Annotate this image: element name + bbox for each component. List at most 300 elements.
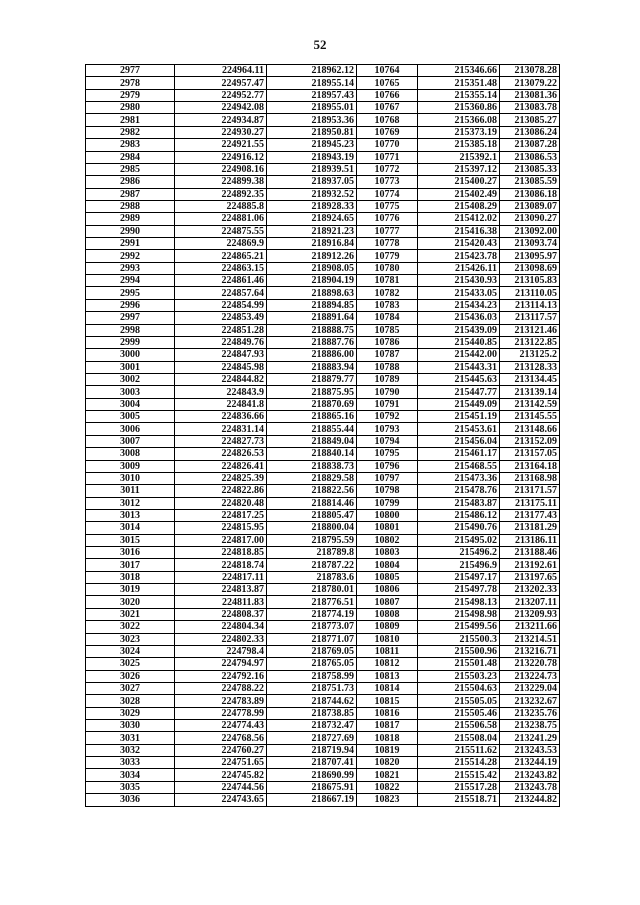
y-coordinate-right-cell: 213214.51 <box>500 633 560 645</box>
x-coordinate-right-cell: 215511.62 <box>418 744 500 756</box>
point-number-right-cell: 10787 <box>357 349 418 361</box>
point-number-left-cell: 2980 <box>86 102 175 114</box>
x-coordinate-left-cell: 224778.99 <box>175 707 267 719</box>
point-number-right-cell: 10791 <box>357 398 418 410</box>
x-coordinate-left-cell: 224863.15 <box>175 262 267 274</box>
x-coordinate-left-cell: 224847.93 <box>175 349 267 361</box>
x-coordinate-right-cell: 215436.03 <box>418 312 500 324</box>
table-row <box>86 571 560 583</box>
table-row <box>86 769 560 781</box>
point-number-right-cell: 10807 <box>357 596 418 608</box>
y-coordinate-right-cell: 213175.11 <box>500 497 560 509</box>
point-number-left-cell: 3010 <box>86 472 175 484</box>
table-row <box>86 176 560 188</box>
point-number-left-cell: 2981 <box>86 114 175 126</box>
table-row <box>86 695 560 707</box>
coordinates-table-body <box>86 65 560 807</box>
y-coordinate-left-cell: 218751.73 <box>267 682 357 694</box>
point-number-left-cell: 2978 <box>86 77 175 89</box>
point-number-right-cell: 10783 <box>357 299 418 311</box>
x-coordinate-left-cell: 224818.74 <box>175 559 267 571</box>
x-coordinate-left-cell: 224849.76 <box>175 336 267 348</box>
y-coordinate-right-cell: 213157.05 <box>500 448 560 460</box>
point-number-left-cell: 3013 <box>86 509 175 521</box>
point-number-right-cell: 10803 <box>357 547 418 559</box>
x-coordinate-left-cell: 224825.39 <box>175 472 267 484</box>
x-coordinate-right-cell: 215515.42 <box>418 769 500 781</box>
y-coordinate-right-cell: 213093.74 <box>500 238 560 250</box>
point-number-right-cell: 10769 <box>357 126 418 138</box>
point-number-left-cell: 2998 <box>86 324 175 336</box>
x-coordinate-left-cell: 224899.38 <box>175 176 267 188</box>
x-coordinate-right-cell: 215506.58 <box>418 720 500 732</box>
x-coordinate-left-cell: 224783.89 <box>175 695 267 707</box>
point-number-right-cell: 10772 <box>357 163 418 175</box>
table-row <box>86 460 560 472</box>
x-coordinate-right-cell: 215433.05 <box>418 287 500 299</box>
y-coordinate-right-cell: 213152.09 <box>500 435 560 447</box>
y-coordinate-left-cell: 218675.91 <box>267 781 357 793</box>
x-coordinate-left-cell: 224804.34 <box>175 621 267 633</box>
x-coordinate-left-cell: 224798.4 <box>175 645 267 657</box>
y-coordinate-right-cell: 213243.78 <box>500 781 560 793</box>
point-number-left-cell: 3008 <box>86 448 175 460</box>
y-coordinate-right-cell: 213139.14 <box>500 386 560 398</box>
table-row <box>86 151 560 163</box>
y-coordinate-right-cell: 213209.93 <box>500 608 560 620</box>
table-row <box>86 448 560 460</box>
x-coordinate-right-cell: 215447.77 <box>418 386 500 398</box>
x-coordinate-right-cell: 215434.23 <box>418 299 500 311</box>
point-number-left-cell: 3031 <box>86 732 175 744</box>
point-number-right-cell: 10786 <box>357 336 418 348</box>
table-row <box>86 472 560 484</box>
point-number-right-cell: 10797 <box>357 472 418 484</box>
point-number-right-cell: 10806 <box>357 584 418 596</box>
point-number-left-cell: 3022 <box>86 621 175 633</box>
y-coordinate-left-cell: 218765.05 <box>267 658 357 670</box>
y-coordinate-right-cell: 213168.98 <box>500 472 560 484</box>
y-coordinate-left-cell: 218932.52 <box>267 188 357 200</box>
y-coordinate-left-cell: 218937.05 <box>267 176 357 188</box>
y-coordinate-right-cell: 213114.13 <box>500 299 560 311</box>
y-coordinate-right-cell: 213095.97 <box>500 250 560 262</box>
y-coordinate-right-cell: 213232.67 <box>500 695 560 707</box>
table-row <box>86 361 560 373</box>
point-number-right-cell: 10821 <box>357 769 418 781</box>
x-coordinate-left-cell: 224908.16 <box>175 163 267 175</box>
x-coordinate-right-cell: 215498.13 <box>418 596 500 608</box>
x-coordinate-right-cell: 215501.48 <box>418 658 500 670</box>
x-coordinate-left-cell: 224826.41 <box>175 460 267 472</box>
x-coordinate-left-cell: 224952.77 <box>175 89 267 101</box>
y-coordinate-right-cell: 213244.19 <box>500 757 560 769</box>
x-coordinate-right-cell: 215504.63 <box>418 682 500 694</box>
x-coordinate-left-cell: 224822.86 <box>175 485 267 497</box>
x-coordinate-left-cell: 224841.8 <box>175 398 267 410</box>
y-coordinate-left-cell: 218950.81 <box>267 126 357 138</box>
point-number-left-cell: 3017 <box>86 559 175 571</box>
table-row <box>86 781 560 793</box>
point-number-right-cell: 10808 <box>357 608 418 620</box>
x-coordinate-left-cell: 224744.56 <box>175 781 267 793</box>
y-coordinate-left-cell: 218916.84 <box>267 238 357 250</box>
point-number-left-cell: 3009 <box>86 460 175 472</box>
y-coordinate-right-cell: 213110.05 <box>500 287 560 299</box>
table-row <box>86 670 560 682</box>
point-number-right-cell: 10819 <box>357 744 418 756</box>
point-number-left-cell: 2982 <box>86 126 175 138</box>
table-row <box>86 324 560 336</box>
x-coordinate-right-cell: 215445.63 <box>418 373 500 385</box>
x-coordinate-left-cell: 224802.33 <box>175 633 267 645</box>
y-coordinate-left-cell: 218928.33 <box>267 200 357 212</box>
table-row <box>86 633 560 645</box>
point-number-left-cell: 3029 <box>86 707 175 719</box>
x-coordinate-left-cell: 224853.49 <box>175 312 267 324</box>
point-number-left-cell: 2977 <box>86 65 175 77</box>
x-coordinate-right-cell: 215503.23 <box>418 670 500 682</box>
y-coordinate-left-cell: 218912.26 <box>267 250 357 262</box>
point-number-right-cell: 10804 <box>357 559 418 571</box>
y-coordinate-right-cell: 213078.28 <box>500 65 560 77</box>
x-coordinate-right-cell: 215420.43 <box>418 238 500 250</box>
point-number-right-cell: 10820 <box>357 757 418 769</box>
point-number-left-cell: 3027 <box>86 682 175 694</box>
y-coordinate-left-cell: 218773.07 <box>267 621 357 633</box>
x-coordinate-right-cell: 215478.76 <box>418 485 500 497</box>
x-coordinate-right-cell: 215360.86 <box>418 102 500 114</box>
y-coordinate-left-cell: 218879.77 <box>267 373 357 385</box>
y-coordinate-left-cell: 218822.56 <box>267 485 357 497</box>
table-row <box>86 275 560 287</box>
y-coordinate-left-cell: 218727.69 <box>267 732 357 744</box>
table-row <box>86 559 560 571</box>
table-row <box>86 608 560 620</box>
x-coordinate-left-cell: 224788.22 <box>175 682 267 694</box>
y-coordinate-left-cell: 218774.19 <box>267 608 357 620</box>
table-row <box>86 102 560 114</box>
x-coordinate-left-cell: 224792.16 <box>175 670 267 682</box>
y-coordinate-right-cell: 213177.43 <box>500 509 560 521</box>
table-row <box>86 596 560 608</box>
y-coordinate-left-cell: 218962.12 <box>267 65 357 77</box>
point-number-right-cell: 10784 <box>357 312 418 324</box>
x-coordinate-left-cell: 224768.56 <box>175 732 267 744</box>
x-coordinate-left-cell: 224794.97 <box>175 658 267 670</box>
x-coordinate-left-cell: 224831.14 <box>175 423 267 435</box>
point-number-left-cell: 3025 <box>86 658 175 670</box>
point-number-left-cell: 2988 <box>86 200 175 212</box>
y-coordinate-left-cell: 218886.00 <box>267 349 357 361</box>
y-coordinate-right-cell: 213181.29 <box>500 522 560 534</box>
point-number-right-cell: 10779 <box>357 250 418 262</box>
point-number-right-cell: 10765 <box>357 77 418 89</box>
y-coordinate-right-cell: 213197.65 <box>500 571 560 583</box>
x-coordinate-left-cell: 224751.65 <box>175 757 267 769</box>
x-coordinate-right-cell: 215490.76 <box>418 522 500 534</box>
x-coordinate-left-cell: 224854.99 <box>175 299 267 311</box>
y-coordinate-left-cell: 218894.85 <box>267 299 357 311</box>
point-number-left-cell: 3003 <box>86 386 175 398</box>
y-coordinate-right-cell: 213241.29 <box>500 732 560 744</box>
x-coordinate-left-cell: 224861.46 <box>175 275 267 287</box>
y-coordinate-left-cell: 218955.01 <box>267 102 357 114</box>
x-coordinate-left-cell: 224774.43 <box>175 720 267 732</box>
y-coordinate-left-cell: 218789.8 <box>267 547 357 559</box>
y-coordinate-right-cell: 213243.53 <box>500 744 560 756</box>
table-row <box>86 522 560 534</box>
table-row <box>86 707 560 719</box>
y-coordinate-left-cell: 218904.19 <box>267 275 357 287</box>
y-coordinate-right-cell: 213164.18 <box>500 460 560 472</box>
point-number-right-cell: 10775 <box>357 200 418 212</box>
y-coordinate-right-cell: 213087.28 <box>500 139 560 151</box>
x-coordinate-left-cell: 224815.95 <box>175 522 267 534</box>
point-number-left-cell: 3001 <box>86 361 175 373</box>
x-coordinate-right-cell: 215366.08 <box>418 114 500 126</box>
y-coordinate-right-cell: 213125.2 <box>500 349 560 361</box>
point-number-left-cell: 2995 <box>86 287 175 299</box>
point-number-left-cell: 2985 <box>86 163 175 175</box>
coordinates-table <box>85 64 560 807</box>
point-number-left-cell: 2990 <box>86 225 175 237</box>
y-coordinate-right-cell: 213145.55 <box>500 411 560 423</box>
table-row <box>86 645 560 657</box>
y-coordinate-right-cell: 213244.82 <box>500 794 560 806</box>
point-number-right-cell: 10823 <box>357 794 418 806</box>
x-coordinate-right-cell: 215355.14 <box>418 89 500 101</box>
point-number-right-cell: 10811 <box>357 645 418 657</box>
point-number-left-cell: 2993 <box>86 262 175 274</box>
y-coordinate-left-cell: 218840.14 <box>267 448 357 460</box>
y-coordinate-left-cell: 218707.41 <box>267 757 357 769</box>
x-coordinate-left-cell: 224930.27 <box>175 126 267 138</box>
x-coordinate-right-cell: 215461.17 <box>418 448 500 460</box>
x-coordinate-right-cell: 215430.93 <box>418 275 500 287</box>
y-coordinate-left-cell: 218888.75 <box>267 324 357 336</box>
point-number-left-cell: 3023 <box>86 633 175 645</box>
x-coordinate-left-cell: 224836.66 <box>175 411 267 423</box>
table-row <box>86 77 560 89</box>
table-row <box>86 349 560 361</box>
y-coordinate-left-cell: 218814.46 <box>267 497 357 509</box>
x-coordinate-left-cell: 224811.83 <box>175 596 267 608</box>
point-number-left-cell: 2994 <box>86 275 175 287</box>
x-coordinate-right-cell: 215505.46 <box>418 707 500 719</box>
point-number-left-cell: 3033 <box>86 757 175 769</box>
table-row <box>86 238 560 250</box>
point-number-right-cell: 10794 <box>357 435 418 447</box>
y-coordinate-right-cell: 213243.82 <box>500 769 560 781</box>
y-coordinate-right-cell: 213202.33 <box>500 584 560 596</box>
y-coordinate-right-cell: 213117.57 <box>500 312 560 324</box>
y-coordinate-right-cell: 213092.00 <box>500 225 560 237</box>
x-coordinate-right-cell: 215397.12 <box>418 163 500 175</box>
x-coordinate-left-cell: 224865.21 <box>175 250 267 262</box>
table-row <box>86 398 560 410</box>
x-coordinate-left-cell: 224942.08 <box>175 102 267 114</box>
point-number-right-cell: 10793 <box>357 423 418 435</box>
x-coordinate-left-cell: 224885.8 <box>175 200 267 212</box>
point-number-right-cell: 10822 <box>357 781 418 793</box>
y-coordinate-left-cell: 218891.64 <box>267 312 357 324</box>
y-coordinate-right-cell: 213186.11 <box>500 534 560 546</box>
y-coordinate-right-cell: 213142.59 <box>500 398 560 410</box>
point-number-right-cell: 10818 <box>357 732 418 744</box>
table-row <box>86 435 560 447</box>
point-number-right-cell: 10785 <box>357 324 418 336</box>
point-number-right-cell: 10812 <box>357 658 418 670</box>
x-coordinate-right-cell: 215443.31 <box>418 361 500 373</box>
y-coordinate-right-cell: 213081.36 <box>500 89 560 101</box>
point-number-left-cell: 3028 <box>86 695 175 707</box>
table-row <box>86 114 560 126</box>
point-number-right-cell: 10810 <box>357 633 418 645</box>
point-number-left-cell: 2983 <box>86 139 175 151</box>
point-number-left-cell: 2991 <box>86 238 175 250</box>
x-coordinate-right-cell: 215423.78 <box>418 250 500 262</box>
x-coordinate-left-cell: 224845.98 <box>175 361 267 373</box>
point-number-right-cell: 10801 <box>357 522 418 534</box>
x-coordinate-right-cell: 215468.55 <box>418 460 500 472</box>
x-coordinate-right-cell: 215517.28 <box>418 781 500 793</box>
table-row <box>86 262 560 274</box>
table-row <box>86 411 560 423</box>
y-coordinate-left-cell: 218943.19 <box>267 151 357 163</box>
x-coordinate-right-cell: 215495.02 <box>418 534 500 546</box>
table-row <box>86 89 560 101</box>
x-coordinate-left-cell: 224843.9 <box>175 386 267 398</box>
x-coordinate-left-cell: 224957.47 <box>175 77 267 89</box>
x-coordinate-right-cell: 215346.66 <box>418 65 500 77</box>
point-number-right-cell: 10789 <box>357 373 418 385</box>
y-coordinate-right-cell: 213235.76 <box>500 707 560 719</box>
point-number-right-cell: 10764 <box>357 65 418 77</box>
x-coordinate-right-cell: 215483.87 <box>418 497 500 509</box>
table-row <box>86 65 560 77</box>
x-coordinate-left-cell: 224892.35 <box>175 188 267 200</box>
y-coordinate-left-cell: 218883.94 <box>267 361 357 373</box>
table-row <box>86 213 560 225</box>
x-coordinate-right-cell: 215497.78 <box>418 584 500 596</box>
table-row <box>86 126 560 138</box>
x-coordinate-left-cell: 224869.9 <box>175 238 267 250</box>
point-number-left-cell: 3002 <box>86 373 175 385</box>
table-row <box>86 312 560 324</box>
point-number-left-cell: 2984 <box>86 151 175 163</box>
point-number-left-cell: 3035 <box>86 781 175 793</box>
y-coordinate-right-cell: 213224.73 <box>500 670 560 682</box>
x-coordinate-right-cell: 215500.96 <box>418 645 500 657</box>
y-coordinate-left-cell: 218787.22 <box>267 559 357 571</box>
table-row <box>86 225 560 237</box>
point-number-left-cell: 3024 <box>86 645 175 657</box>
y-coordinate-left-cell: 218744.62 <box>267 695 357 707</box>
x-coordinate-left-cell: 224851.28 <box>175 324 267 336</box>
table-row <box>86 250 560 262</box>
point-number-right-cell: 10773 <box>357 176 418 188</box>
table-row <box>86 373 560 385</box>
x-coordinate-right-cell: 215439.09 <box>418 324 500 336</box>
point-number-left-cell: 3000 <box>86 349 175 361</box>
y-coordinate-right-cell: 213229.04 <box>500 682 560 694</box>
y-coordinate-right-cell: 213098.69 <box>500 262 560 274</box>
x-coordinate-right-cell: 215518.71 <box>418 794 500 806</box>
y-coordinate-right-cell: 213121.46 <box>500 324 560 336</box>
point-number-left-cell: 3007 <box>86 435 175 447</box>
table-row <box>86 720 560 732</box>
x-coordinate-left-cell: 224817.25 <box>175 509 267 521</box>
point-number-left-cell: 2979 <box>86 89 175 101</box>
x-coordinate-left-cell: 224916.12 <box>175 151 267 163</box>
table-row <box>86 188 560 200</box>
point-number-left-cell: 3006 <box>86 423 175 435</box>
point-number-left-cell: 3026 <box>86 670 175 682</box>
y-coordinate-left-cell: 218769.05 <box>267 645 357 657</box>
point-number-left-cell: 3014 <box>86 522 175 534</box>
y-coordinate-right-cell: 213085.33 <box>500 163 560 175</box>
x-coordinate-left-cell: 224875.55 <box>175 225 267 237</box>
x-coordinate-right-cell: 215514.28 <box>418 757 500 769</box>
y-coordinate-left-cell: 218953.36 <box>267 114 357 126</box>
y-coordinate-right-cell: 213171.57 <box>500 485 560 497</box>
y-coordinate-left-cell: 218921.23 <box>267 225 357 237</box>
y-coordinate-right-cell: 213086.18 <box>500 188 560 200</box>
y-coordinate-left-cell: 218945.23 <box>267 139 357 151</box>
point-number-left-cell: 3020 <box>86 596 175 608</box>
y-coordinate-right-cell: 213090.27 <box>500 213 560 225</box>
x-coordinate-left-cell: 224921.55 <box>175 139 267 151</box>
table-row <box>86 744 560 756</box>
point-number-right-cell: 10782 <box>357 287 418 299</box>
x-coordinate-left-cell: 224817.11 <box>175 571 267 583</box>
point-number-right-cell: 10777 <box>357 225 418 237</box>
x-coordinate-right-cell: 215408.29 <box>418 200 500 212</box>
x-coordinate-right-cell: 215392.1 <box>418 151 500 163</box>
y-coordinate-right-cell: 213216.71 <box>500 645 560 657</box>
x-coordinate-right-cell: 215505.05 <box>418 695 500 707</box>
table-row <box>86 794 560 806</box>
y-coordinate-left-cell: 218870.69 <box>267 398 357 410</box>
table-row <box>86 621 560 633</box>
x-coordinate-right-cell: 215473.36 <box>418 472 500 484</box>
y-coordinate-right-cell: 213207.11 <box>500 596 560 608</box>
table-row <box>86 682 560 694</box>
y-coordinate-right-cell: 213079.22 <box>500 77 560 89</box>
y-coordinate-right-cell: 213220.78 <box>500 658 560 670</box>
point-number-right-cell: 10795 <box>357 448 418 460</box>
x-coordinate-right-cell: 215416.38 <box>418 225 500 237</box>
x-coordinate-right-cell: 215373.19 <box>418 126 500 138</box>
y-coordinate-left-cell: 218732.47 <box>267 720 357 732</box>
point-number-left-cell: 3015 <box>86 534 175 546</box>
point-number-left-cell: 2989 <box>86 213 175 225</box>
y-coordinate-right-cell: 213192.61 <box>500 559 560 571</box>
point-number-right-cell: 10788 <box>357 361 418 373</box>
point-number-left-cell: 3030 <box>86 720 175 732</box>
y-coordinate-left-cell: 218758.99 <box>267 670 357 682</box>
point-number-right-cell: 10813 <box>357 670 418 682</box>
point-number-right-cell: 10802 <box>357 534 418 546</box>
x-coordinate-right-cell: 215498.98 <box>418 608 500 620</box>
x-coordinate-left-cell: 224813.87 <box>175 584 267 596</box>
table-row <box>86 386 560 398</box>
point-number-right-cell: 10816 <box>357 707 418 719</box>
x-coordinate-right-cell: 215412.02 <box>418 213 500 225</box>
table-row <box>86 757 560 769</box>
point-number-right-cell: 10768 <box>357 114 418 126</box>
